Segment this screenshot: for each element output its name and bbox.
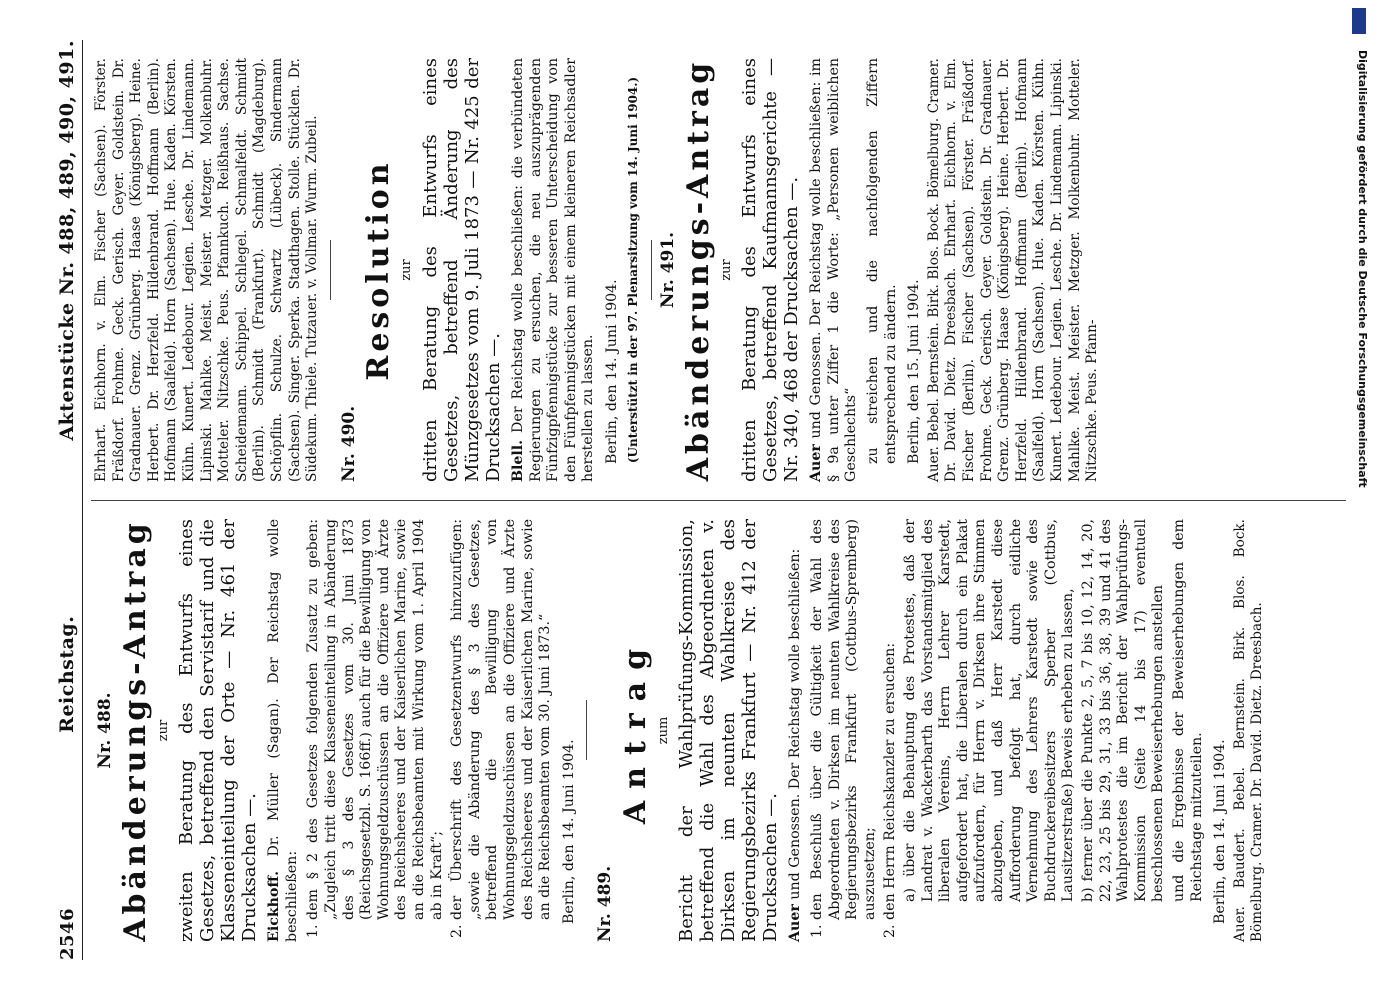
nr489-items	[809, 519, 1206, 942]
nr489-sub-b: b) ferner über die Punkte 2, 5, 7 bis 10, 12, 14, 20, 22, 23, 25 bis 29, 31, 33 bis 36, 38, 39 und 41 des Wahlprotestes die im Bericht der Wahlprüfungs-Kommission (Seite 14 bis 17) eventuell beschlossenen Beweiserhebungen anstellen	[1079, 519, 1167, 902]
funding-note-text: Digitalisierung gefördert durch die Deutsche Forschungsgemeinschaft	[1356, 50, 1369, 488]
nr491-intro	[808, 58, 861, 482]
nr488-subject: zweiten Beratung des Entwurfs eines Gesetzes, betreffend den Servistarif und die Klasseneinteilung der Orte — Nr. 461 der Drucksachen —.	[176, 519, 261, 942]
divider	[330, 240, 331, 300]
nr489-subject: Bericht der Wahlprüfungs-Kommission, betreffend die Wahl des Abgeordneten v. Dirksen im neunten Wahlkreise des Regierungsbezirks Frankfurt — Nr. 412 der Drucksachen —.	[676, 519, 782, 942]
nr489-proposer: Auer	[787, 904, 804, 942]
header-left: Reichstag.	[56, 615, 78, 733]
nr489-zum: zum	[655, 716, 671, 745]
nr488-date: Berlin, den 14. Juni 1904.	[560, 739, 577, 924]
nr490-intro	[510, 58, 598, 482]
nr490-proposer: Blell.	[509, 439, 526, 482]
nr491-subject: dritten Beratung des Entwurfs eines Gesetzes, betreffend Kaufmannsgerichte — Nr. 340, 468 der Drucksachen —.	[739, 58, 803, 482]
document-page	[30, 0, 1360, 1000]
nr491-signatures: Auer. Bebel. Bernstein. Birk. Blos. Bock. Bömelburg. Cramer. Dr. David. Dietz. Dreesbach. Ehrhart. Eichhorn. v. Elm. Fischer (Berlin). Fischer (Sachsen). Förster. Fräßdorf. Frohme. Geck. Gerisch. Geyer. Goldstein. Dr. Gradnauer. Grenz. Grünberg. Haase (Königsberg). Heine. Herbert. Dr. Herzfeld. Hildenbrand. Hoffmann (Berlin). Hofmann (Saalfeld). Horn (Sachsen). Hue. Kaden. Körsten. Kühn. Kunert. Ledebour. Legien. Lesche. Dr. Lindemann. Lipinski. Mahlke. Meist. Meister. Metzger. Molkenbuhr. Motteler. Nitzschke. Peus. Pfann-	[925, 58, 1101, 482]
nr490-intro-text: Der Reichstag wolle beschließen: die verbündeten Regierungen zu ersuchen, die neu auszuprägenden Fünfzigpfennigstücke zur besseren Unterscheidung von den Fünfpfennigstücken mit einem kleineren Reichsadler herstellen zu lassen.	[509, 58, 597, 482]
nr491-type: Abänderungs-Antrag	[680, 58, 716, 482]
nr488-proposer-name: Dr. Müller	[266, 773, 283, 857]
nr489-subitems	[902, 519, 1168, 920]
left-column	[91, 500, 1346, 960]
nr488-type: Abänderungs-Antrag	[117, 519, 153, 942]
nr489-item-1: 1. den Beschluß über die Gültigkeit der Wahl des Abgeordneten v. Dirksen im neunten Wahlkreise des Regierungsbezirks Frankfurt (Cottbus-Spremberg) auszusetzen;	[809, 519, 879, 920]
running-head	[56, 40, 83, 960]
nr490-number: Nr. 490.	[338, 405, 359, 482]
nr489-date: Berlin, den 14. Juni 1904.	[1212, 739, 1229, 924]
page-number: 2546	[57, 907, 78, 960]
nr490-zur: zur	[399, 259, 415, 281]
nr489-type: Antrag	[617, 636, 653, 825]
nr489-item-2	[882, 519, 1206, 920]
nr489-signatures: Auer. Baudert. Bebel. Bernstein. Birk. Blos. Bock. Bömelburg. Cramer. Dr. David. Dietz. Dreesbach.	[1231, 519, 1266, 942]
nr488-item-1: 1. dem § 2 des Gesetzes folgenden Zusatz zu geben: „Zugleich tritt diese Klasseneinteilung in Abänderung des § 3 des Gesetzes vom 30. Juni 1873 (Reichsgesetzbl. S. 166ff.) auch für die Bewilligung von Wohnungsgeldzuschüssen an die Offiziere und Ärzte des Reichsheeres und der Kaiserlichen Marine, sowie an die Reichsbeamten mit Wirkung vom 1. April 1904 ab in Kraft“;	[305, 519, 446, 920]
dfg-logo	[1352, 8, 1366, 34]
nr491-number: Nr. 491.	[658, 231, 679, 309]
right-column	[91, 40, 1346, 500]
nr489-signatures-cont: Ehrhart. Eichhorn. v. Elm. Fischer (Sachsen). Förster. Fräßdorf. Frohme. Geck. Gerisch. Geyer. Goldstein. Dr. Gradnauer. Grenz. Grünberg. Haase (Königsberg). Heine. Herbert. Dr. Herzfeld. Hildenbrand. Hoffmann (Berlin). Hofmann (Saalfeld). Horn (Sachsen). Hue. Kaden. Körsten. Kühn. Kunert. Ledebour. Legien. Lesche. Dr. Lindemann. Lipinski. Mahlke. Meist. Meister. Metzger. Molkenbuhr. Motteler. Nitzschke. Peus. Pfannkuch. Reißhaus. Sachse. Scheidemann. Schippel. Schlegel. Schmalfeldt. Schmidt (Berlin). Schmidt (Frankfurt). Schmidt (Magdeburg). Schöpflin. Schulze. Schwartz (Lübeck). Sindermann (Sachsen). Singer. Sperka. Stadthagen. Stolle. Stücklen. Dr. Südekum. Thiele. Tutzauer. v. Vollmar. Wurm. Zubeil.	[93, 58, 321, 482]
nr488-number: Nr. 488.	[95, 692, 115, 769]
nr489-intro	[787, 519, 805, 942]
nr489-after: und die Ergebnisse der Beweiserhebungen dem Reichstage mitzuteilen.	[1170, 519, 1205, 902]
nr491-intro-text: und Genossen. Der Reichstag wolle beschließen: im § 9a unter Ziffer 1 die Worte: „Personen weiblichen Geschlechts“	[808, 58, 860, 482]
nr491-proposer: Auer	[808, 444, 825, 482]
nr489-item-2-text: den Herrn Reichskanzler zu ersuchen:	[882, 642, 899, 920]
nr489-number: Nr. 489.	[595, 865, 616, 942]
nr488-items	[305, 519, 554, 942]
nr489-intro-text: und Genossen. Der Reichstag wolle beschließen:	[787, 548, 804, 900]
divider	[586, 701, 587, 761]
columns	[91, 40, 1346, 960]
divider	[651, 240, 652, 300]
nr490-support: (Unterstützt in der 97. Plenarsitzung vom 14. Juni 1904.)	[626, 76, 641, 464]
nr490-date: Berlin, den 14. Juni 1904.	[603, 279, 620, 464]
nr491-zur: zur	[718, 259, 734, 281]
nr488-intro	[266, 519, 301, 942]
nr488-proposer: Eickhoff.	[266, 870, 283, 942]
nr491-strike: zu streichen und die nachfolgenden Ziffern entsprechend zu ändern.	[865, 58, 899, 464]
nr488-intro-text: (Sagan). Der Reichstag wolle beschließen:	[266, 519, 300, 942]
nr490-type: Resolution	[361, 159, 397, 381]
nr491-date: Berlin, den 15. Juni 1904.	[906, 279, 923, 464]
nr490-subject: dritten Beratung des Entwurfs eines Gesetzes, betreffend Änderung des Münzgesetzes vom 9. Juli 1873 — Nr. 425 der Drucksachen —.	[419, 58, 504, 482]
nr488-item-2: 2. der Überschrift des Gesetzentwurfs hinzuzufügen: „sowie die Abänderung des § 3 des Gesetzes, betreffend die Bewilligung von Wohnungsgeldzuschüssen an die Offiziere und Ärzte des Reichsheeres und der Kaiserlichen Marine, sowie an die Reichsbeamten vom 30. Juni 1873.“	[449, 519, 555, 920]
funding-note	[1356, 50, 1369, 950]
nr489-sub-a: a) über die Behauptung des Protestes, daß der Landrat v. Wackerbarth das Vorstandsmitglied des liberalen Vereins, Herrn Lehrer Karstedt, aufgefordert hat, die Liberalen durch ein Plakat aufzufordern, für Herrn v. Dirksen ihre Stimmen abzugeben, und daß Herr Karstedt diese Aufforderung befolgt hat, durch eidliche Vernehmung des Lehrers Karstedt sowie des Buchdruckereibesitzers Sperber (Cottbus, Lausitzerstraße) Beweis erheben zu lassen,	[902, 519, 1077, 902]
nr488-zur: zur	[155, 719, 171, 742]
header-right: Aktenstücke Nr. 488, 489, 490, 491.	[56, 40, 78, 441]
